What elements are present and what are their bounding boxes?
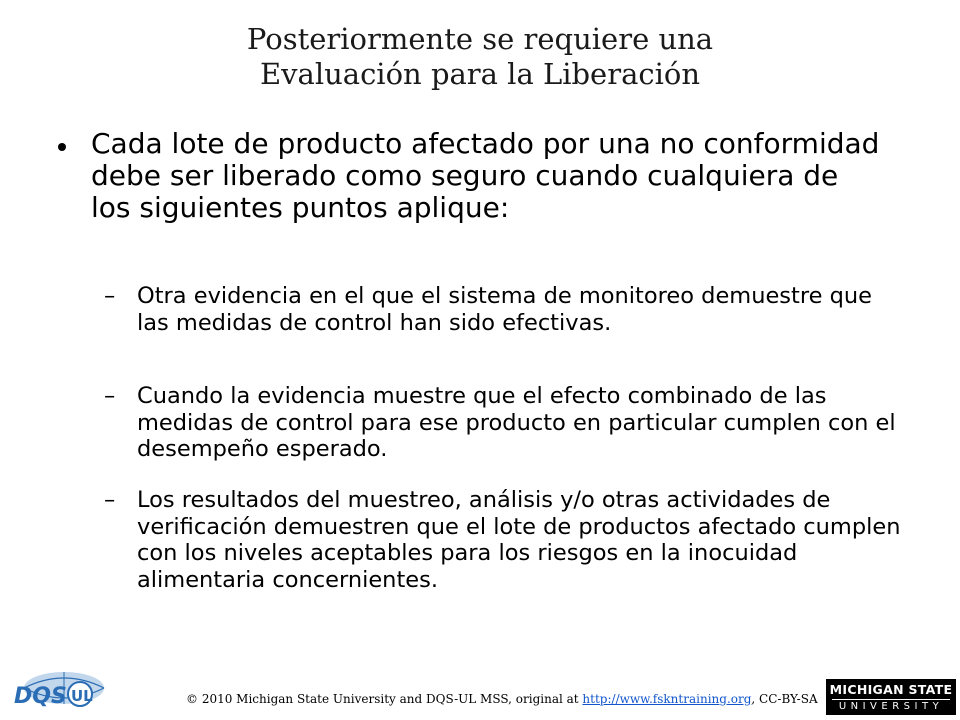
dash-icon: – — [104, 283, 116, 309]
bullet-dot-icon — [58, 143, 66, 151]
msu-logo-top: MICHIGAN STATE — [829, 682, 953, 697]
msu-logo-bottom: UNIVERSITY — [838, 701, 944, 712]
dash-icon: – — [104, 487, 116, 513]
slide-title — [140, 22, 820, 92]
svg-text:UL: UL — [71, 687, 93, 705]
dash-icon: – — [104, 383, 116, 409]
msu-logo — [826, 679, 956, 715]
sub-bullet-text: Cuando la evidencia muestre que el efecto combinado de las medidas de control para ese producto en particular cumplen con el desempeño esperado. — [137, 383, 896, 462]
copyright-prefix: © 2010 Michigan State University and DQS-UL MSS, original at — [186, 692, 583, 706]
fskn-link[interactable]: http://www.fskntraining.org — [582, 692, 752, 706]
dqs-ul-logo — [6, 670, 114, 712]
dqs-logo-text: DQS — [14, 684, 67, 709]
msu-logo-divider — [832, 699, 950, 700]
main-bullet-text: Cada lote de producto afectado por una no conformidad debe ser liberado como seguro cuando cualquiera de los siguientes puntos aplique: — [91, 127, 880, 224]
footer-copyright — [186, 692, 816, 706]
sub-bullet-text: Los resultados del muestreo, análisis y/o otras actividades de verificación demuestren que el lote de productos afectado cumplen con los niveles aceptables para los riesgos en la inocuidad alimentaria concernientes. — [137, 487, 901, 593]
title-line-2: Evaluación para la Liberación — [259, 57, 701, 91]
sub-bullet-text: Otra evidencia en el que el sistema de monitoreo demuestre que las medidas de control han sido efectivas. — [137, 283, 872, 336]
copyright-suffix: , CC-BY-SA — [751, 692, 818, 706]
title-line-1: Posteriormente se requiere una — [246, 22, 714, 56]
